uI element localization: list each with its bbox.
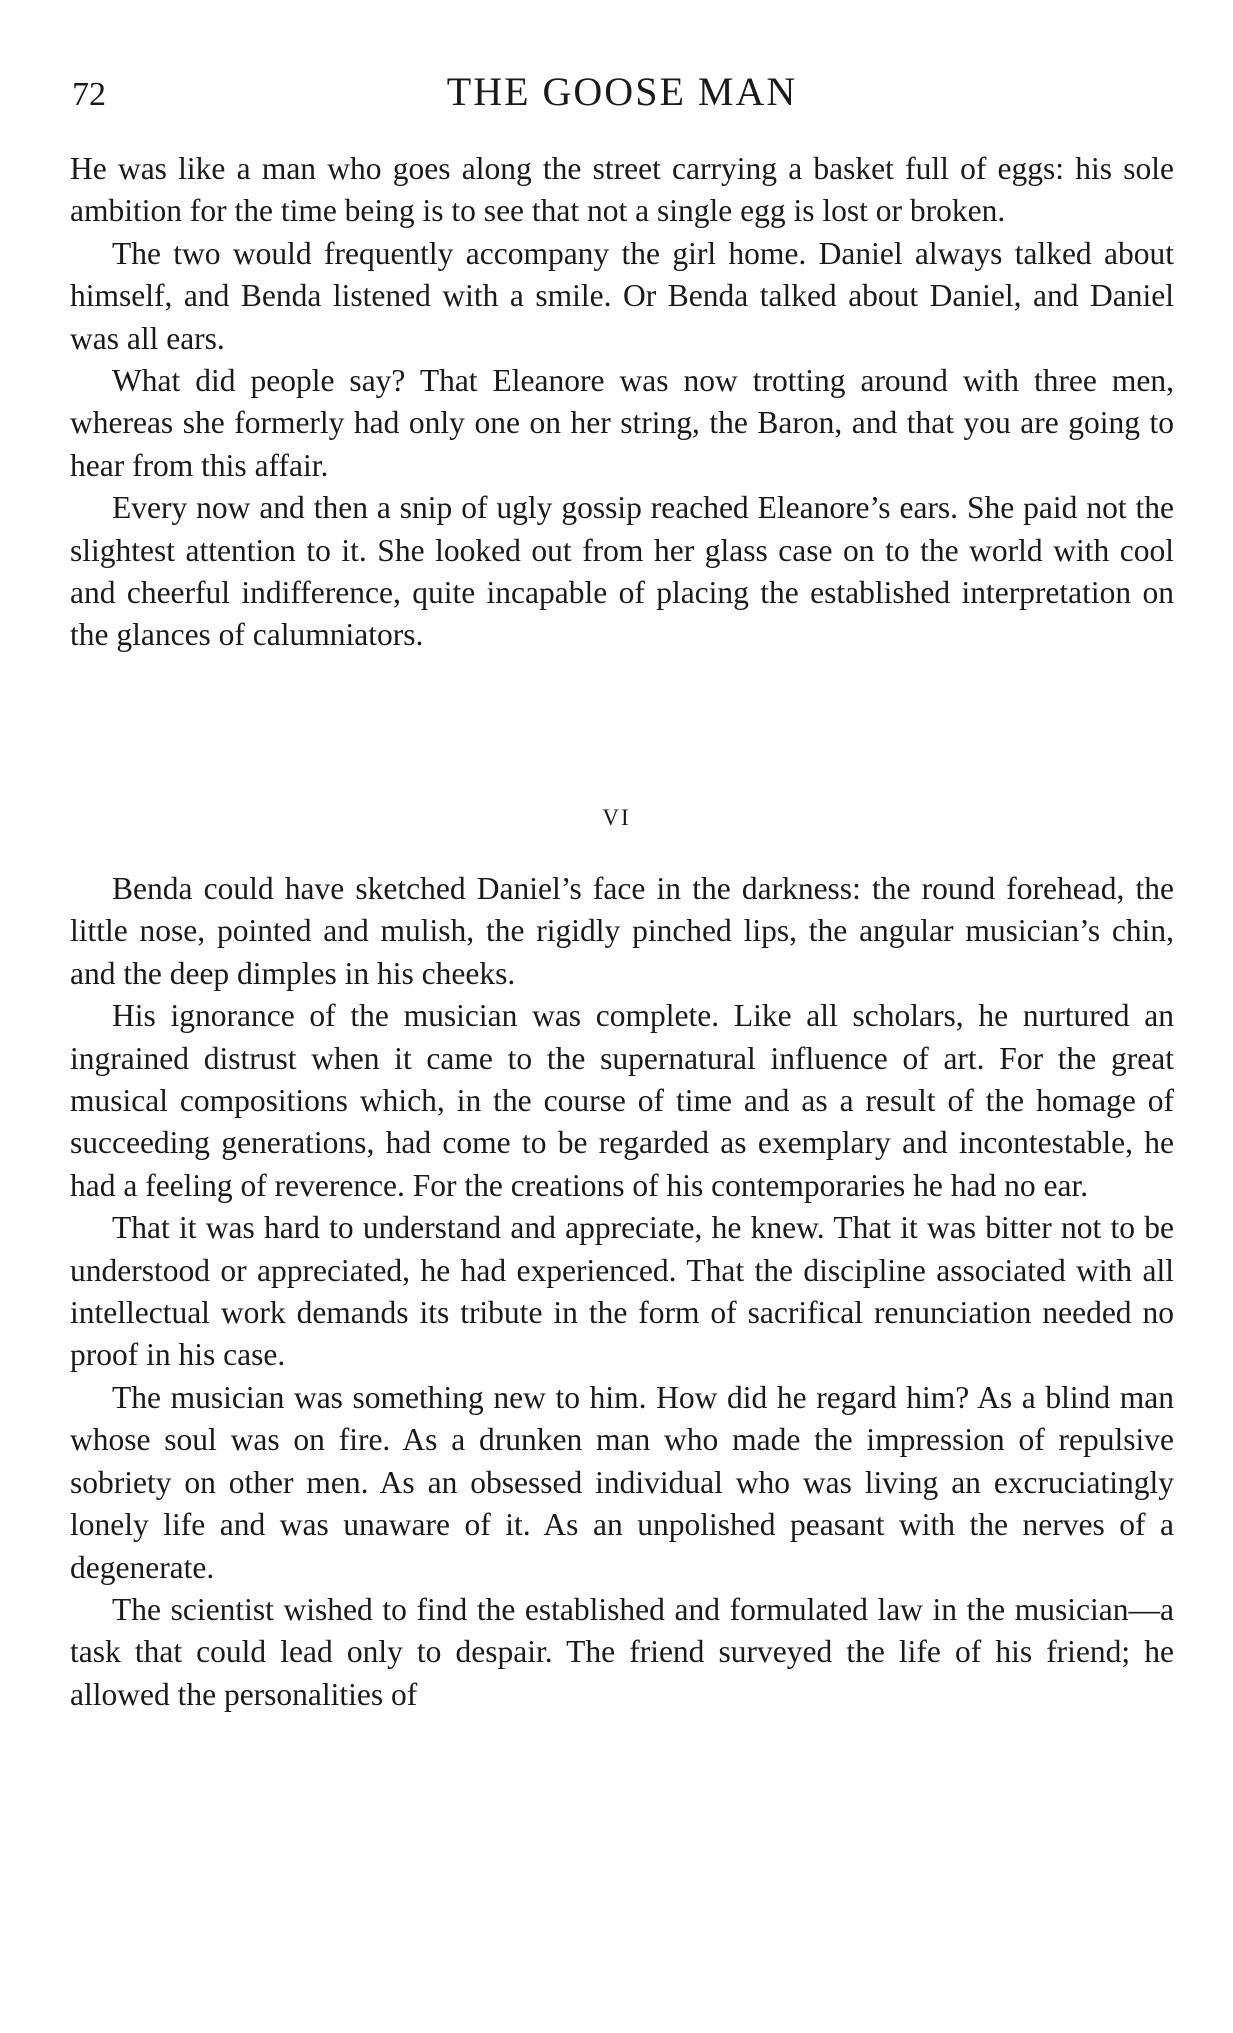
text-block-before-section [70, 148, 1174, 657]
paragraph: Every now and then a snip of ugly gossip reached Eleanore’s ears. She paid not the slightest attention to it. She looked out from her glass case on to the world with cool and cheerful indifference, quite incapable of placing the established interpretation on the glances of calumniators. [70, 490, 1174, 653]
paragraph: The two would frequently accompany the girl home. Daniel always talked about himself, and Benda listened with a smile. Or Benda talked about Daniel, and Daniel was all ears. [70, 235, 1174, 356]
running-title: THE GOOSE MAN [446, 69, 798, 114]
paragraph: What did people say? That Eleanore was now trotting around with three men, whereas she formerly had only one on her string, the Baron, and that you are going to hear from this affair. [70, 363, 1174, 483]
section-number: VI [602, 805, 631, 830]
paragraph: That it was hard to understand and appreciate, he knew. That it was bitter not to be understood or appreciated, he had experienced. That the discipline associated with all intellectual work demands its tribute in the form of sacrifical renunciation needed no proof in his case. [70, 1210, 1174, 1373]
page-number: 72 [72, 76, 106, 113]
text-block-after-section [70, 868, 1174, 1716]
paragraph: The scientist wished to find the established and formulated law in the musician—a task that could lead only to despair. The friend surveyed the life of his friend; he allowed the personalities of [70, 1591, 1174, 1712]
paragraph: His ignorance of the musician was complete. Like all scholars, he nurtured an ingrained distrust when it came to the supernatural influence of art. For the great musical compositions which, in the course of time and as a result of the homage of succeeding generations, had come to be regarded as exemplary and incontestable, he had a feeling of reverence. For the creations of his contemporaries he had no ear. [70, 998, 1174, 1203]
page-header [72, 68, 1172, 124]
paragraph: Benda could have sketched Daniel’s face in the darkness: the round forehead, the little nose, pointed and mulish, the rigidly pinched lips, the angular musician’s chin, and the deep dimples in his cheeks. [70, 871, 1174, 991]
paragraph: The musician was something new to him. How did he regard him? As a blind man whose soul was on fire. As a drunken man who made the impression of repulsive sobriety on other men. As an obsessed individual who was living an excruciatingly lonely life and was unaware of it. As an unpolished peasant with the nerves of a degenerate. [70, 1379, 1174, 1585]
paragraph: He was like a man who goes along the street carrying a basket full of eggs: his sole ambition for the time being is to see that not a single egg is lost or broken. [70, 151, 1174, 229]
